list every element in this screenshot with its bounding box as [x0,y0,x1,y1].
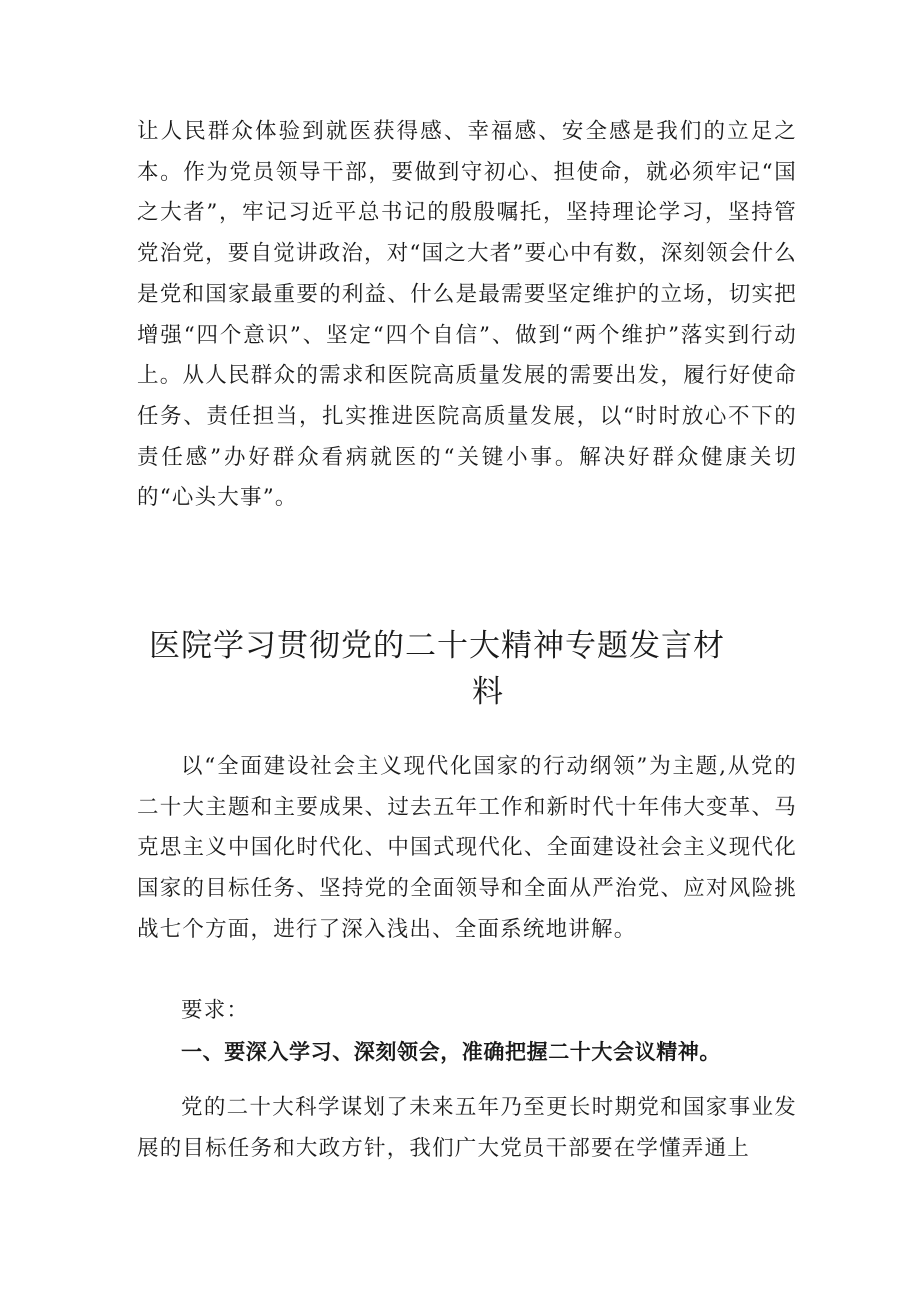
requirements-label: 要求： [181,998,250,1023]
final-paragraph: 党的二十大科学谋划了未来五年乃至更长时期党和国家事业发展的目标任务和大政方针，我们广大党员干部要在学懂弄通上 [137,1095,797,1161]
title-line-1: 医院学习贯彻党的二十大精神专题发言材 [149,628,725,664]
document-title [137,623,837,715]
section-heading-1: 一、要深入学习、深刻领会，准确把握二十大会议精神。 [181,1040,721,1064]
continuation-paragraph: 让人民群众体验到就医获得感、幸福感、安全感是我们的立足之本。作为党员领导干部，要做到守初心、担使命，就必须牢记“国之大者”，牢记习近平总书记的殷殷嘱托，坚持理论学习，坚持管党治党，要自觉讲政治，对“国之大者”要心中有数，深刻领会什么是党和国家最重要的利益、什么是最需要坚定维护的立场，切实把增强“四个意识”、坚定“四个自信”、做到“两个维护”落实到行动上。从人民群众的需求和医院高质量发展的需要出发，履行好使命任务、责任担当，扎实推进医院高质量发展，以“时时放心不下的责任感”办好群众看病就医的“关键小事。解决好群众健康关切的“心头大事”。 [137,119,797,511]
title-line-2: 料 [472,674,504,710]
intro-paragraph: 以“全面建设社会主义现代化国家的行动纲领”为主题,从党的二十大主题和主要成果、过去五年工作和新时代十年伟大变革、马克思主义中国化时代化、中国式现代化、全面建设社会主义现代化国家的目标任务、坚持党的全面领导和全面从严治党、应对风险挑战七个方面，进行了深入浅出、全面系统地讲解。 [137,754,797,942]
